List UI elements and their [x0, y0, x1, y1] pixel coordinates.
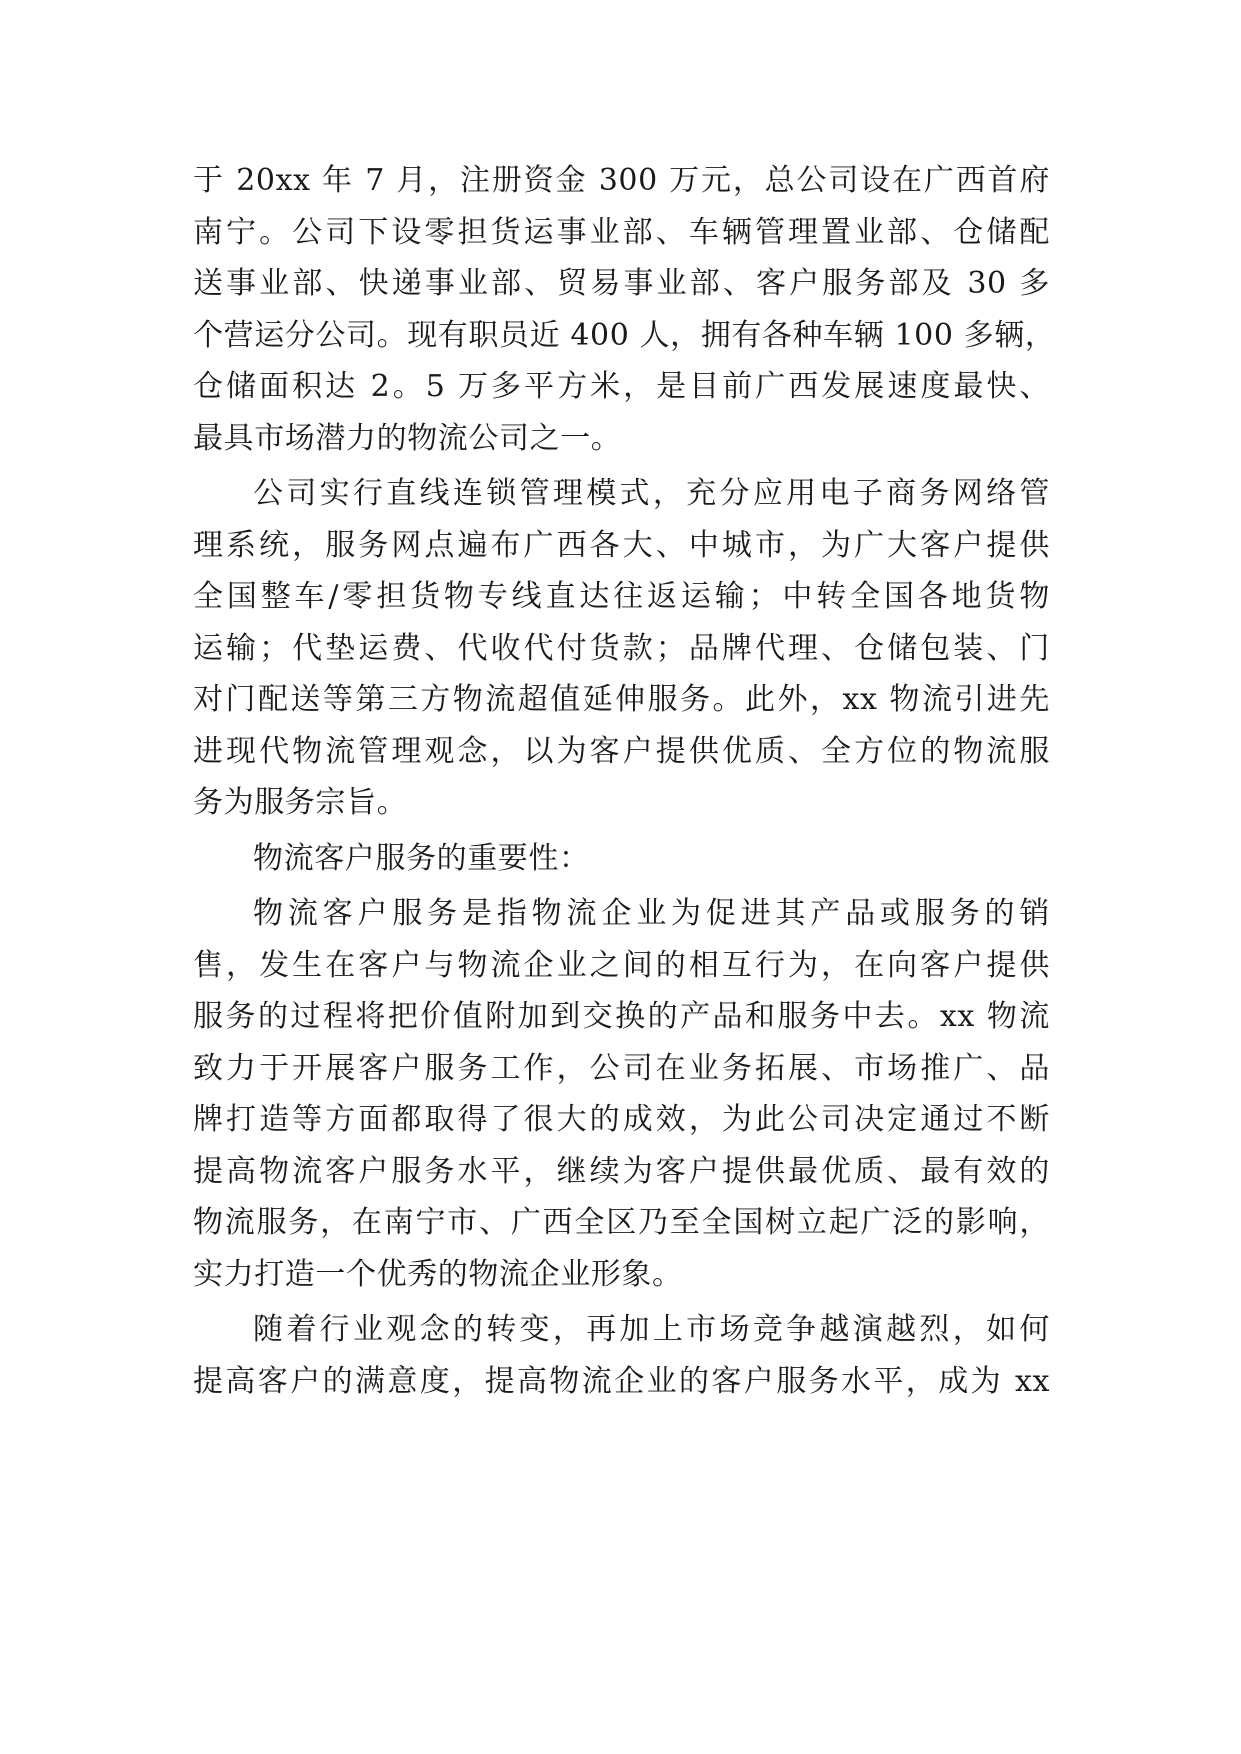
text-line: 全国整车/零担货物专线直达往返运输；中转全国各地货物 [193, 579, 1050, 614]
text-line: 务为服务宗旨。 [193, 785, 408, 820]
text-line: 提高物流客户服务水平，继续为客户提供最优质、最有效的 [193, 1153, 1050, 1189]
text-line: 售，发生在客户与物流企业之间的相互行为，在向客户提供 [193, 947, 1050, 983]
body-text [193, 155, 1056, 1407]
text-line: 理系统，服务网点遍布广西各大、中城市，为广大客户提供 [193, 527, 1050, 563]
text-line: 运输；代垫运费、代收代付货款；品牌代理、仓储包装、门 [193, 630, 1050, 666]
text-line: 牌打造等方面都取得了很大的成效，为此公司决定通过不断 [193, 1102, 1050, 1137]
text-line: 实力打造一个优秀的物流企业形象。 [193, 1256, 683, 1292]
text-line: 进现代物流管理观念，以为客户提供优质、全方位的物流服 [193, 733, 1050, 769]
text-line: 致力于开展客户服务工作，公司在业务拓展、市场推广、品 [193, 1050, 1050, 1086]
text-line: 个营运分公司。现有职员近 400 人，拥有各种车辆 100 多辆， [193, 317, 1056, 353]
paragraph-customer-service [193, 888, 1050, 1300]
text-line: 对门配送等第三方物流超值延伸服务。此外，xx 物流引进先 [193, 682, 1050, 717]
text-line: 物流客户服务是指物流企业为促进其产品或服务的销 [253, 896, 1050, 931]
paragraph-company-intro [193, 155, 1056, 464]
text-line: 服务的过程将把价值附加到交换的产品和服务中去。xx 物流 [193, 999, 1050, 1034]
text-line: 南宁。公司下设零担货运事业部、车辆管理置业部、仓储配 [193, 214, 1050, 250]
section-heading: 物流客户服务的重要性： [253, 840, 590, 876]
text-line: 物流服务，在南宁市、广西全区乃至全国树立起广泛的影响， [193, 1205, 1050, 1240]
text-line: 仓储面积达 2。5 万多平方米，是目前广西发展速度最快、 [193, 369, 1050, 404]
text-line: 公司实行直线连锁管理模式，充分应用电子商务网络管 [253, 476, 1050, 511]
text-line: 提高客户的满意度，提高物流企业的客户服务水平，成为 xx [193, 1363, 1050, 1399]
text-line: 最具市场潜力的物流公司之一。 [193, 420, 622, 456]
paragraph-industry-change [193, 1304, 1050, 1407]
paragraph-management-model [193, 468, 1050, 829]
text-line: 随着行业观念的转变，再加上市场竞争越演越烈，如何 [253, 1312, 1050, 1347]
text-line: 于 20xx 年 7 月，注册资金 300 万元，总公司设在广西首府 [193, 163, 1050, 198]
text-line: 送事业部、快递事业部、贸易事业部、客户服务部及 30 多 [193, 266, 1050, 301]
section-heading-importance [193, 833, 1050, 885]
